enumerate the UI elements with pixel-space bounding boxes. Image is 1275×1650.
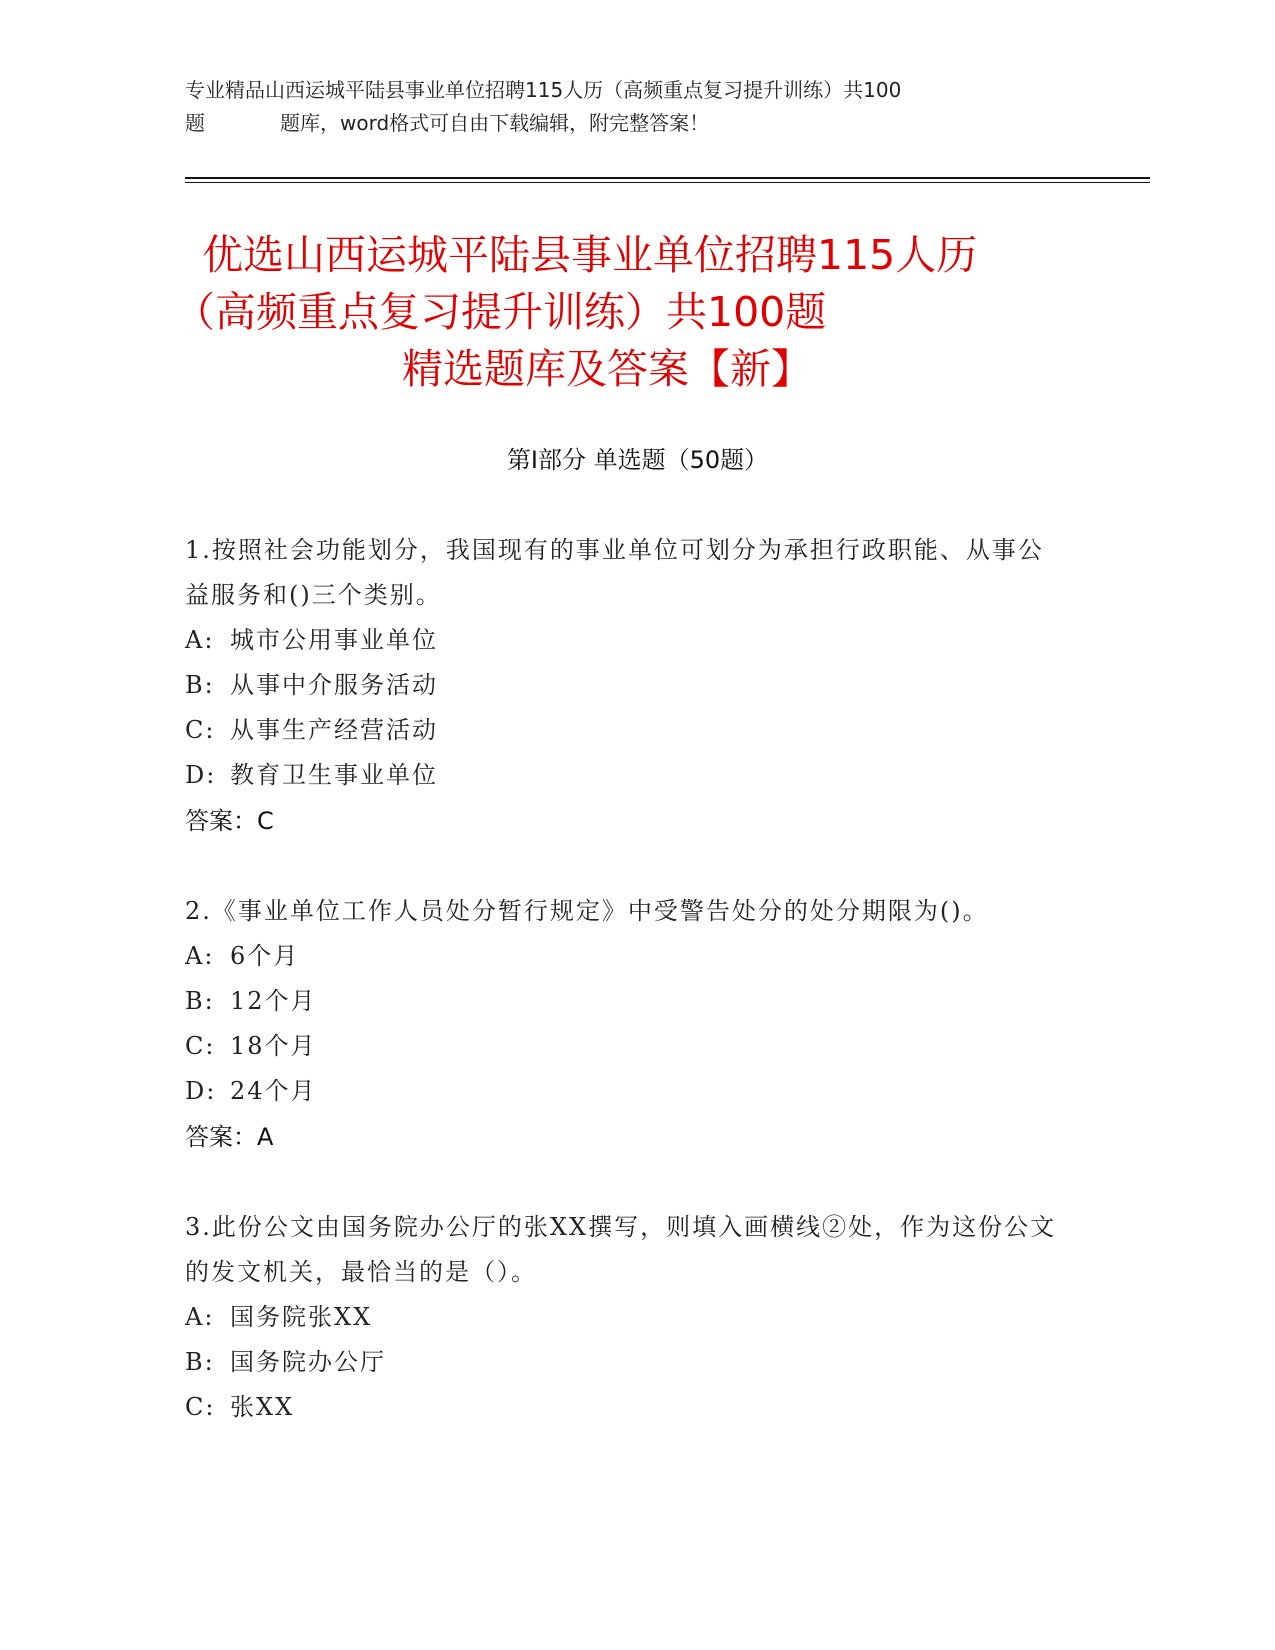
option-text: 18个月 [230, 1032, 317, 1060]
question-list [185, 528, 1065, 1474]
question-stem: 2.《事业单位工作人员处分暂行规定》中受警告处分的处分期限为()。 [185, 897, 989, 925]
option-text: 城市公用事业单位 [230, 626, 438, 654]
option-c [185, 1024, 1065, 1069]
document-title [150, 227, 1080, 398]
option-d [185, 753, 1065, 798]
option-text: 6个月 [230, 942, 300, 970]
option-text: 教育卫生事业单位 [230, 761, 438, 789]
document-title-line-2: （高频重点复习提升训练）共100题 [174, 288, 827, 336]
header-divider-thin [185, 182, 1150, 183]
option-key: A: [185, 942, 215, 970]
option-a [185, 934, 1065, 979]
question-3 [185, 1205, 1065, 1430]
option-text: 国务院张XX [230, 1303, 373, 1331]
option-b [185, 1340, 1065, 1385]
option-text: 从事生产经营活动 [230, 716, 438, 744]
option-text: 张XX [230, 1393, 295, 1421]
option-key: A: [185, 626, 215, 654]
document-title-line-3: 精选题库及答案【新】 [402, 345, 812, 393]
question-2 [185, 889, 1065, 1161]
option-key: C: [185, 716, 216, 744]
section-heading: 第Ⅰ部分 单选题（50题） [506, 446, 769, 474]
option-text: 24个月 [230, 1077, 317, 1105]
document-header-note [185, 74, 1085, 140]
option-c [185, 1385, 1065, 1430]
header-note-line-2 [185, 107, 1085, 140]
question-1 [185, 528, 1065, 845]
header-note-line-1: 专业精品山西运城平陆县事业单位招聘115人历（高频重点复习提升训练）共100 [185, 78, 902, 102]
document-title-line-1: 优选山西运城平陆县事业单位招聘115人历 [202, 231, 978, 279]
option-key: D: [185, 1077, 217, 1105]
question-stem: 3.此份公文由国务院办公厅的张XX撰写，则填入画横线②处，作为这份公文的发文机关，最恰当的是（）。 [185, 1213, 1057, 1286]
option-text: 国务院办公厅 [230, 1348, 386, 1376]
answer-line: 答案：A [185, 1123, 274, 1151]
answer-line: 答案：C [185, 807, 274, 835]
option-key: B: [185, 1348, 215, 1376]
option-key: C: [185, 1032, 216, 1060]
option-a [185, 618, 1065, 663]
option-c [185, 708, 1065, 753]
header-divider-thick [185, 177, 1150, 179]
option-a [185, 1295, 1065, 1340]
header-note-line-2-text: 题库，word格式可自由下载编辑，附完整答案！ [280, 111, 710, 135]
option-b [185, 979, 1065, 1024]
question-stem: 1.按照社会功能划分，我国现有的事业单位可划分为承担行政职能、从事公益服务和()三个类别。 [185, 536, 1044, 609]
option-text: 12个月 [230, 987, 317, 1015]
option-b [185, 663, 1065, 708]
header-note-line-2-lead: 题 [185, 111, 205, 135]
option-key: B: [185, 671, 215, 699]
option-key: B: [185, 987, 215, 1015]
option-d [185, 1069, 1065, 1114]
option-key: C: [185, 1393, 216, 1421]
option-text: 从事中介服务活动 [230, 671, 438, 699]
option-key: A: [185, 1303, 215, 1331]
option-key: D: [185, 761, 217, 789]
